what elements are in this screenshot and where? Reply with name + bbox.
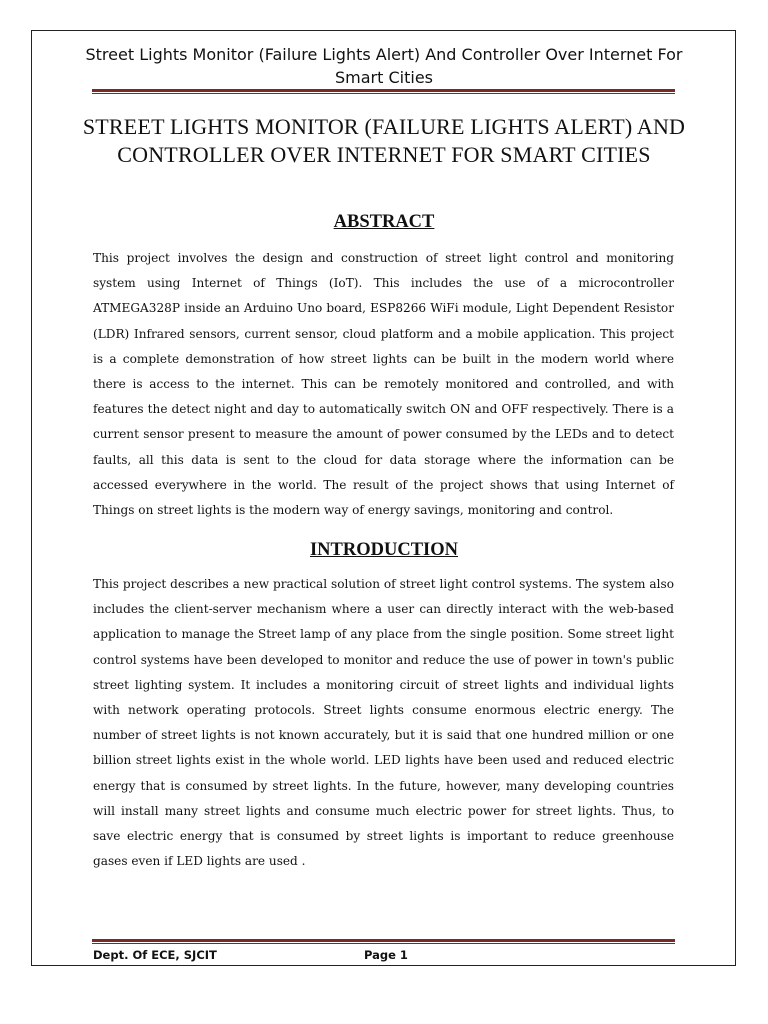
running-header: Street Lights Monitor (Failure Lights Alert) And Controller Over Internet For Smart Cities — [85, 45, 683, 87]
footer-page-number: Page 1 — [364, 948, 408, 962]
footer-department: Dept. Of ECE, SJCIT — [93, 948, 217, 962]
header-rule — [92, 89, 675, 95]
introduction-heading: INTRODUCTION — [309, 540, 459, 560]
document-title: STREET LIGHTS MONITOR (FAILURE LIGHTS ALERT) AND CONTROLLER OVER INTERNET FOR SMART CITIES — [82, 114, 686, 167]
header-rule-thick — [92, 89, 675, 92]
header-rule-thin — [92, 93, 675, 94]
footer-rule-thin — [92, 943, 675, 944]
abstract-paragraph: This project involves the design and construction of street light control and monitoring system using Internet of Things (IoT). This includes the use of a microcontroller ATMEGA328P inside an Arduino Uno board, ESP8266 WiFi module, Light Dependent Resistor (LDR) Infrared sensors, current sensor, cloud platform and a mobile application. This project is a complete demonstration of how street lights can be built in the modern world where there is access to the internet. This can be remotely monitored and controlled, and with features the detect night and day to automatically switch ON and OFF respectively. There is a current sensor present to measure the amount of power consumed by the LEDs and to detect faults, all this data is sent to the cloud for data storage where the information can be accessed everywhere in the world. The result of the project shows that using Internet of Things on street lights is the modern way of energy savings, monitoring and control. — [93, 251, 674, 518]
abstract-heading: ABSTRACT — [333, 212, 435, 232]
introduction-paragraph: This project describes a new practical solution of street light control systems. The system also includes the client-server mechanism where a user can directly interact with the web-based application to manage the Street lamp of any place from the single position. Some street light control systems have been developed to monitor and reduce the use of power in town's public street lighting system. It includes a monitoring circuit of street lights and individual lights with network operating protocols. Street lights consume enormous electric energy. The number of street lights is not known accurately, but it is said that one hundred million or one billion street lights exist in the whole world. LED lights have been used and reduced electric energy that is consumed by street lights. In the future, however, many developing countries will install many street lights and consume much electric power for street lights. Thus, to save electric energy that is consumed by street lights is important to reduce greenhouse gases even if LED lights are used . — [93, 577, 674, 869]
footer-rule-thick — [92, 939, 675, 942]
footer-rule — [92, 939, 675, 945]
